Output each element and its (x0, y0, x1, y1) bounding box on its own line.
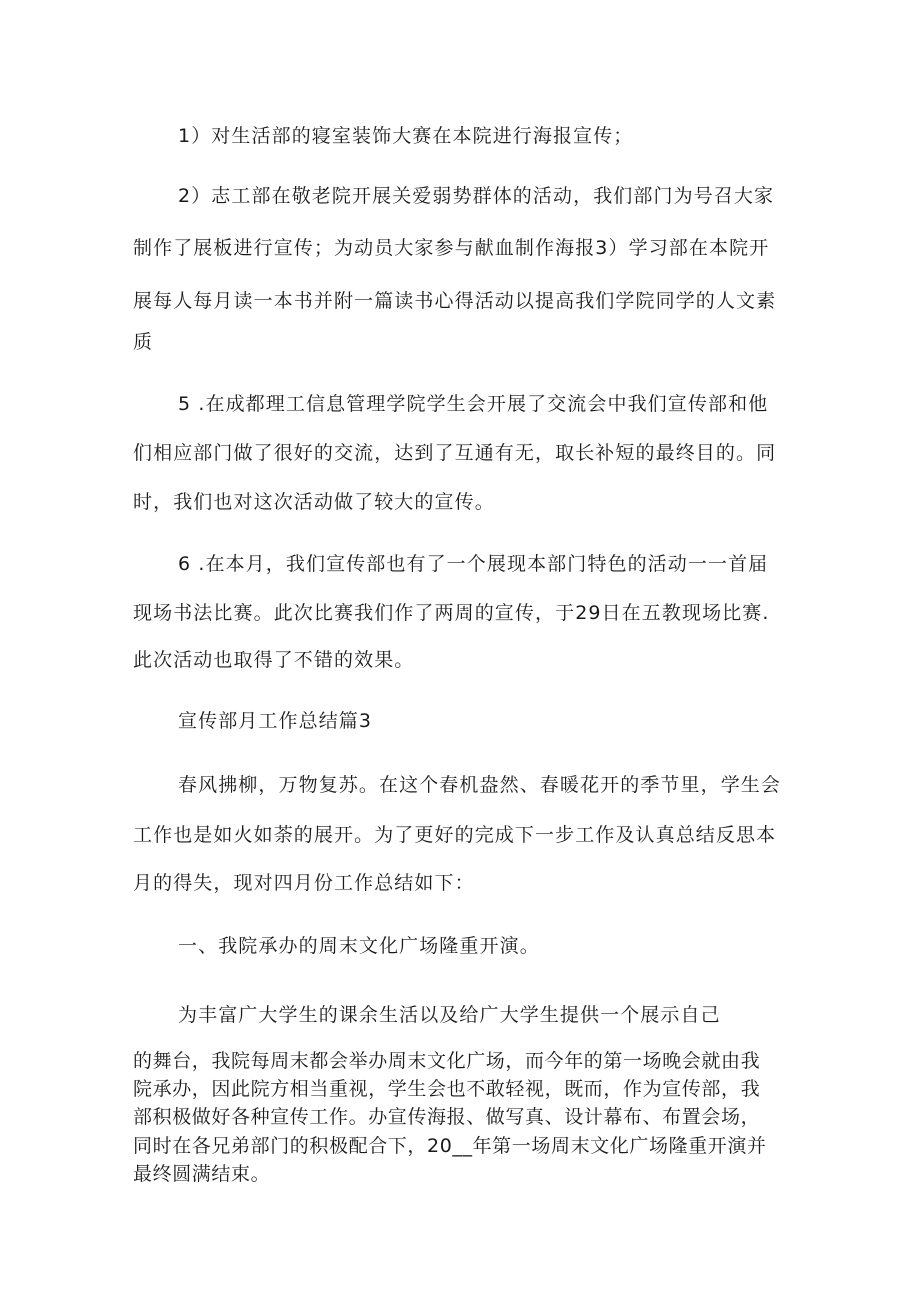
para-1-line-3: 部积极做好各种宣传工作。办宣传海报、做写真、设计幕布、布置会场， (133, 1106, 761, 1128)
item-2-line-3: 展每人每月读一本书并附一篇读书心得活动以提高我们学院同学的人文素 (133, 290, 777, 312)
item-2-line-2: 制作了展板进行宣传；为动员大家参与献血制作海报3）学习部在本院开 (133, 237, 770, 259)
item-1: 1）对生活部的寝室装饰大赛在本院进行海报宣传； (178, 125, 634, 147)
intro-line-3: 月的得失，现对四月份工作总结如下： (133, 872, 475, 894)
item-5-line-1: 5 .在成都理工信息管理学院学生会开展了交流会中我们宣传部和他 (178, 393, 769, 415)
item-6-line-1: 6 .在本月，我们宣传部也有了一个展现本部门特色的活动一一首届 (178, 553, 769, 575)
intro-line-1: 春风拂柳，万物复苏。在这个春机盎然、春暖花开的季节里，学生会 (178, 774, 782, 796)
heading-1: 一、我院承办的周末文化广场隆重开演。 (178, 935, 540, 957)
para-1-line-2: 院承办，因此院方相当重视，学生会也不敢轻视，既而，作为宣传部，我 (133, 1078, 761, 1100)
item-2-line-4: 质 (133, 331, 154, 353)
item-6-line-2: 现场书法比赛。此次比赛我们作了两周的宣传，于29日在五教现场比赛. (133, 602, 770, 624)
para-1-line-1: 的舞台，我院每周末都会举办周末文化广场，而今年的第一场晚会就由我 (133, 1050, 761, 1072)
item-2-line-1: 2）志工部在敬老院开展关爱弱势群体的活动，我们部门为号召大家 (178, 185, 775, 207)
intro-line-2: 工作也是如火如荼的展开。为了更好的完成下一步工作及认真总结反思本 (133, 824, 777, 846)
item-6-line-3: 此次活动也取得了不错的效果。 (133, 649, 415, 671)
para-1-first-line: 为丰富广大学生的课余生活以及给广大学生提供一个展示自己 (178, 1004, 721, 1026)
para-1-line-4: 同时在各兄弟部门的积极配合下，20__年第一场周末文化广场隆重开演并 (133, 1135, 767, 1157)
item-5-line-2: 们相应部门做了很好的交流，达到了互通有无，取长补短的最终目的。同 (133, 442, 777, 464)
item-5-line-3: 时，我们也对这次活动做了较大的宣传。 (133, 491, 495, 513)
para-1-line-5: 最终圆满结束。 (133, 1163, 271, 1185)
section-title: 宣传部月工作总结篇3 (178, 710, 373, 732)
